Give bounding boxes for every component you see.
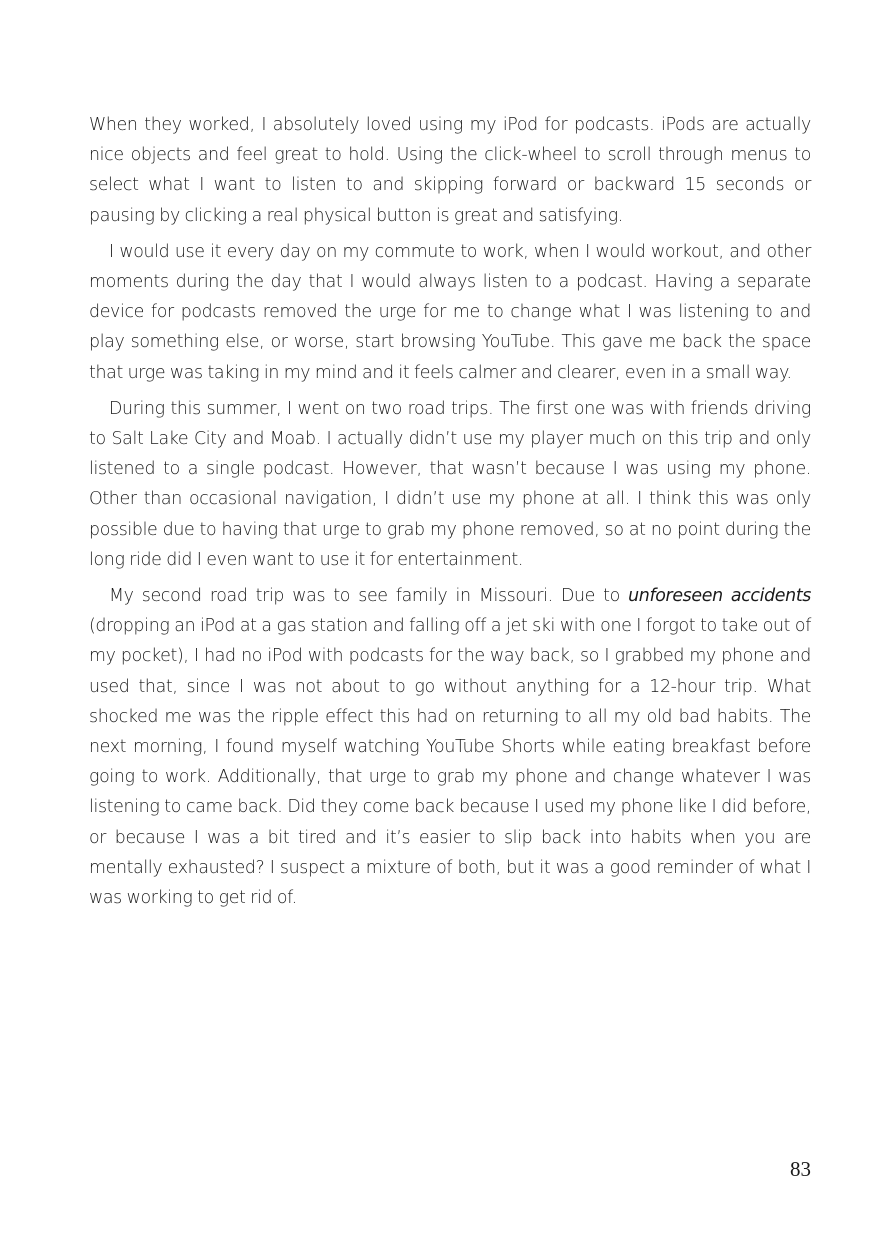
paragraph-second-road-trip	[89, 581, 811, 913]
paragraph-first-road-trip	[89, 394, 811, 575]
paragraph-text: (dropping an iPod at a gas station and falling off a jet ski with one I forgot to take out of my pocket), I had no iPod with podcasts for the way back, so I grabbed my phone and used that, since I was not about to go without anything for a 12-hour trip. What shocked me was the ripple effect this had on returning to all my old bad habits. The next morning, I found myself watching YouTube Shorts while eating breakfast before going to work. Additionally, that urge to grab my phone and change whatever I was listening to came back. Did they come back because I used my phone like I did before, or because I was a bit tired and it’s easier to slip back into habits when you are mentally exhausted? I suspect a mixture of both, but it was a good reminder of what I was working to get rid of.	[89, 616, 811, 909]
paragraph-text: When they worked, I absolutely loved using my iPod for podcasts. iPods are actually nice objects and feel great to hold. Using the click-wheel to scroll through menus to select what I want to listen to and skipping forward or backward 15 seconds or pausing by clicking a real physical button is great and satisfying.	[89, 115, 811, 226]
paragraph-text: My second road trip was to see family in Missouri. Due to	[109, 586, 629, 607]
paragraph-text: During this summer, I went on two road trips. The first one was with friends driving to Salt Lake City and Moab. I actually didn’t use my player much on this trip and only listened to a single podcast. However, that wasn’t because I was using my phone. Other than occasional navigation, I didn’t use my phone at all. I think this was only possible due to having that urge to grab my phone removed, so at no point during the long ride did I even want to use it for entertainment.	[89, 398, 811, 570]
page-body	[89, 110, 811, 919]
italic-emphasis: unforeseen accidents	[628, 586, 812, 607]
paragraph-ipod-love	[89, 110, 811, 231]
paragraph-daily-use	[89, 237, 811, 388]
paragraph-text: I would use it every day on my commute to work, when I would workout, and other moments during the day that I would always listen to a podcast. Having a separate device for podcasts removed the urge for me to change what I was listening to and play something else, or worse, start browsing YouTube. This gave me back the space that urge was taking in my mind and it feels calmer and clearer, even in a small way.	[89, 241, 811, 383]
page-number: 83	[790, 1157, 811, 1181]
